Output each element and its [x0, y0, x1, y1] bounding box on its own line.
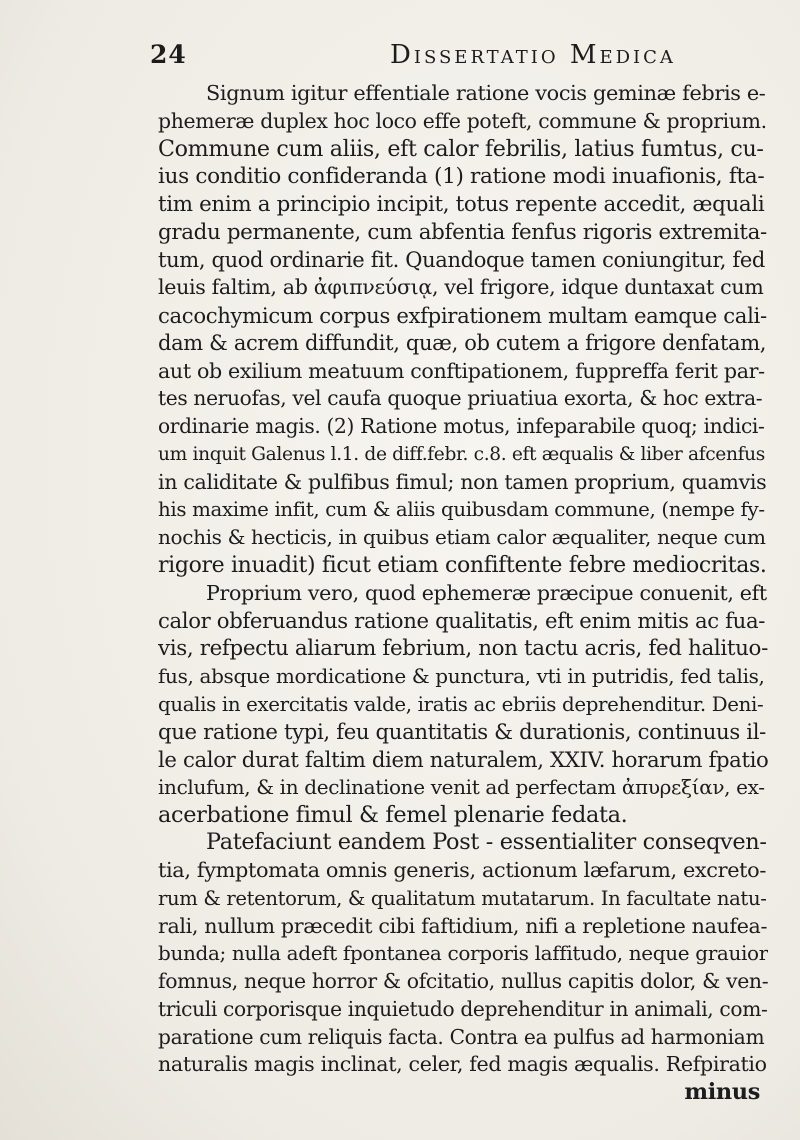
body-text: [158, 80, 768, 1107]
text-line: calor obferuandus ratione qualitatis, eft enim mitis ac fua-: [158, 608, 766, 634]
text-line: aut ob exilium meatuum conftipationem, fuppreffa ferit par-: [158, 358, 765, 383]
text-line: qualis in exercitatis valde, iratis ac ebriis deprehenditur. Deni-: [158, 692, 764, 716]
text-line: inclufum, & in declinatione venit ad perfectam ἀπυρεξίαν, ex-: [158, 774, 765, 799]
text-line: tim enim a principio incipit, totus repente accedit, æquali: [158, 192, 765, 217]
text-line: phemeræ duplex hoc loco effe poteft, commune & proprium.: [158, 108, 767, 133]
catchword: minus: [684, 1079, 760, 1105]
text-line: cacochymicum corpus exfpirationem multam eamque cali-: [158, 303, 767, 328]
text-line: acerbatione fimul & femel plenarie fedata.: [158, 801, 628, 828]
text-line: bunda; nulla adeft fpontanea corporis laffitudo, neque grauior: [158, 941, 768, 966]
text-line: ius conditio confideranda (1) ratione modi inuafionis, fta-: [158, 164, 765, 190]
text-line: rali, nullum præcedit cibi faftidium, nifi a repletione naufea-: [158, 913, 768, 938]
text-line: fomnus, neque horror & ofcitatio, nullus capitis dolor, & ven-: [158, 969, 768, 993]
text-line: tum, quod ordinarie fit. Quandoque tamen coniungitur, fed: [158, 247, 766, 272]
text-line: ordinarie magis. (2) Ratione motus, infeparabile quoq; indici-: [158, 414, 765, 438]
text-line: paratione cum reliquis facta. Contra ea pulfus ad harmoniam: [158, 1024, 765, 1049]
text-line: que ratione typi, feu quantitatis & durationis, continuus il-: [158, 719, 766, 745]
text-line: tes neruofas, vel caufa quoque priuatiua exorta, & hoc extra-: [158, 386, 763, 411]
text-line: leuis faltim, ab ἀφιπνεύσιᾳ, vel frigore, idque duntaxat cum: [158, 275, 764, 300]
page-number: 24: [150, 40, 187, 69]
text-line: um inquit Galenus l.1. de diff.febr. c.8. eft æqualis & liber afcenfus: [158, 443, 765, 465]
text-line: dam & acrem diffundit, quæ, ob cutem a frigore denfatam,: [158, 330, 767, 355]
header-title: Dissertatio Medica: [390, 40, 676, 70]
text-line: fus, absque mordicatione & punctura, vti in putridis, fed talis,: [158, 663, 765, 688]
text-line: gradu permanente, cum abfentia fenfus rigoris extremita-: [158, 219, 767, 245]
text-line: rigore inuadit) ficut etiam confiftente febre mediocritas.: [158, 552, 767, 578]
text-line: tia, fymptomata omnis generis, actionum læfarum, excreto-: [158, 858, 767, 882]
text-line: in caliditate & pulfibus fimul; non tamen proprium, quamvis: [158, 469, 767, 494]
text-line: nochis & hecticis, in quibus etiam calor æqualiter, neque cum: [158, 525, 766, 549]
text-line: Patefaciunt eandem Post - essentialiter conseqven-: [206, 829, 767, 856]
text-line: his maxime infit, cum & aliis quibusdam commune, (nempe fy-: [158, 498, 765, 522]
text-line: Proprium vero, quod ephemeræ præcipue conuenit, eft: [206, 580, 767, 605]
text-line: triculi corporisque inquietudo deprehenditur in animali, com-: [158, 996, 768, 1021]
text-line: Signum igitur effentiale ratione vocis geminæ febris e-: [206, 81, 766, 105]
text-line: Commune cum aliis, eft calor febrilis, latius fumtus, cu-: [158, 135, 764, 162]
running-head: [150, 40, 770, 74]
text-line: vis, refpectu aliarum febrium, non tactu acris, fed halituo-: [158, 636, 768, 661]
text-line: rum & retentorum, & qualitatum mutatarum. In facultate natu-: [158, 886, 767, 910]
text-line: le calor durat faltim diem naturalem, XXIV. horarum fpatio: [158, 747, 768, 772]
text-line: naturalis magis inclinat, celer, fed magis æqualis. Refpiratio: [158, 1052, 767, 1077]
